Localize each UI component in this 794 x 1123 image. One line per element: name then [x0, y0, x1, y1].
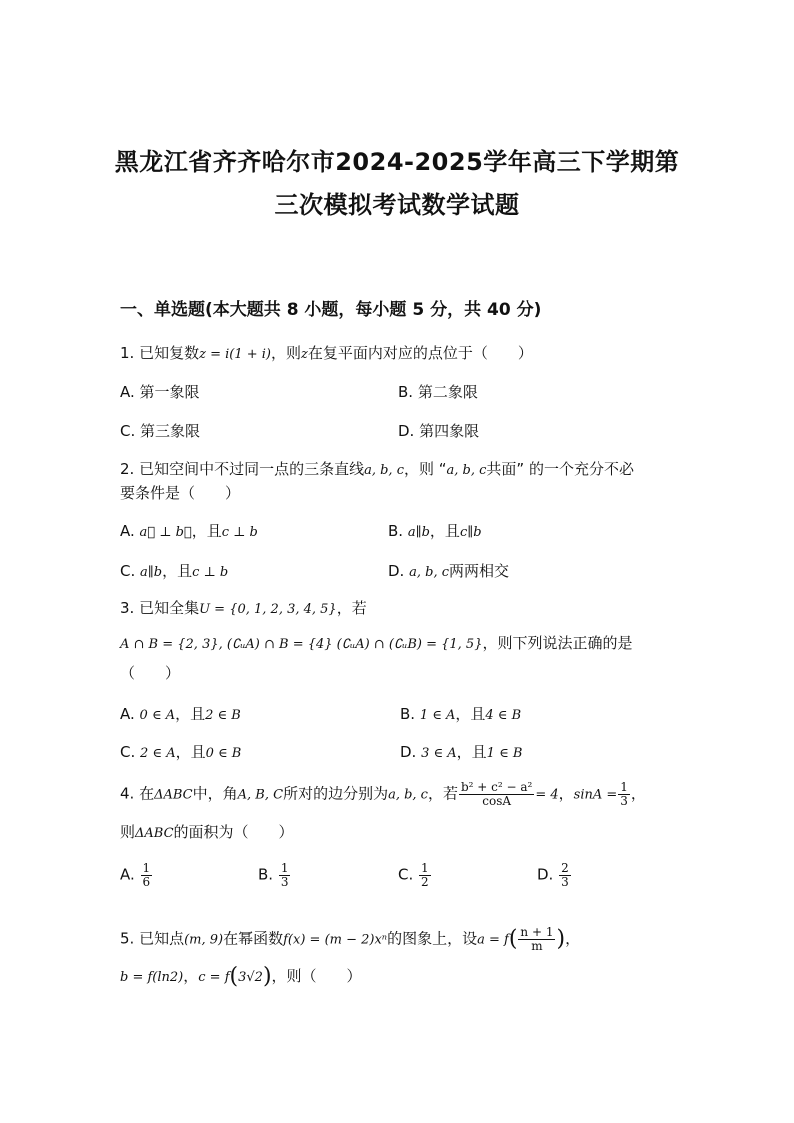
option-label: A. — [120, 522, 135, 540]
q5-text: 5. 已知点 — [120, 929, 185, 948]
q4-text: 4. 在 — [120, 784, 155, 803]
option-math: 2 ∈ A — [140, 746, 176, 761]
q2-option-b — [388, 520, 482, 541]
fraction-denominator: 3 — [561, 874, 569, 889]
q5-text-3: 的图象上，设 — [387, 929, 478, 948]
q1-formula: z = i(1 + i) — [199, 347, 271, 362]
option-math-2: c∥b — [459, 525, 482, 540]
option-label: C. — [120, 743, 136, 761]
q2-text-end: 共面” 的一个充分不必 — [486, 460, 634, 478]
option-fraction — [559, 862, 571, 888]
q3-text: 3. 已知全集 — [120, 599, 200, 617]
q3-conditions: A ∩ B = {2, 3}, (∁ᵤA) ∩ B = {4} (∁ᵤA) ∩ (∁ᵤB) = {1, 5} — [120, 637, 483, 652]
option-text: ，且 — [456, 743, 487, 761]
question-5-line2 — [120, 964, 362, 989]
q4-line2-text: 则 — [120, 823, 136, 841]
q4-end: ， — [630, 784, 646, 803]
option-label: B. — [388, 522, 404, 540]
q3-option-c — [120, 741, 241, 762]
option-text: ，且 — [175, 743, 206, 761]
option-text: ，且 — [191, 522, 222, 540]
option-text: ，且 — [175, 705, 206, 723]
q5-text-2: 在幂函数 — [223, 929, 284, 948]
question-1 — [120, 342, 533, 363]
paren-left: ( — [508, 926, 518, 952]
question-3-line3: （ ） — [120, 664, 181, 682]
section-heading: 一、单选题(本大题共 8 小题，每小题 5 分，共 40 分) — [120, 300, 542, 320]
q3-option-d — [400, 741, 522, 762]
option-text: ，且 — [455, 705, 486, 723]
q4-option-a — [120, 862, 153, 888]
q1-option-b: B. 第二象限 — [398, 383, 478, 401]
q4-sin-denominator: 3 — [620, 793, 628, 808]
paren-right: ) — [556, 926, 566, 952]
option-label: D. — [388, 562, 405, 580]
q5-function: f(x) = (m − 2)xⁿ — [283, 932, 388, 948]
paren-left: ( — [229, 964, 239, 989]
q4-line2-triangle: ΔABC — [135, 826, 174, 841]
option-math: a∥b — [140, 565, 163, 580]
option-fraction — [141, 862, 153, 888]
option-label: A. — [120, 705, 135, 723]
q4-sin-numerator: 1 — [620, 780, 628, 794]
q5-c-arg: 3√2 — [238, 970, 263, 985]
option-math: 1 ∈ A — [419, 708, 456, 723]
q1-text-end: 在复平面内对应的点位于（ ） — [307, 344, 533, 362]
q3-option-a — [120, 703, 241, 724]
q4-text-4: ，若 — [427, 784, 458, 803]
option-math: 0 ∈ A — [139, 708, 176, 723]
q2-lines-2: a, b, c — [446, 463, 487, 478]
question-4 — [120, 781, 646, 807]
question-2 — [120, 458, 634, 479]
q4-sin: sinA = — [573, 787, 618, 803]
q1-text: 1. 已知复数 — [120, 344, 200, 362]
option-math-2: c ⊥ b — [221, 525, 258, 540]
option-label: D. — [537, 865, 554, 884]
q1-var: z — [301, 347, 308, 362]
option-label: C. — [120, 562, 136, 580]
fraction-numerator: 1 — [280, 861, 289, 875]
q4-fraction — [459, 781, 534, 807]
q3-universe: U = {0, 1, 2, 3, 4, 5} — [199, 602, 337, 617]
q4-option-c — [398, 862, 432, 888]
fraction-denominator: 2 — [421, 874, 429, 889]
question-3-line2 — [120, 632, 633, 653]
q2-text-mid: ，则 “ — [403, 460, 447, 478]
q4-option-b — [258, 862, 291, 888]
option-math: a∥b — [407, 525, 430, 540]
option-label: A. — [120, 865, 135, 884]
q4-fraction-numerator: b² + c² − a² — [460, 780, 533, 794]
option-math: a, b, c — [409, 565, 449, 580]
q4-text-3: 所对的边分别为 — [283, 784, 389, 803]
option-math-2: 1 ∈ B — [486, 746, 523, 761]
q4-triangle: ΔABC — [154, 787, 193, 803]
option-math-2: 4 ∈ B — [485, 708, 522, 723]
q2-option-c — [120, 560, 228, 581]
question-4-line2 — [120, 821, 294, 842]
option-math: 3 ∈ A — [421, 746, 457, 761]
option-math: a⃗ ⊥ b⃗ — [139, 525, 192, 540]
question-3 — [120, 597, 367, 618]
option-label: D. — [400, 743, 417, 761]
q4-fraction-denominator: cosA — [482, 793, 512, 808]
q4-option-d — [537, 862, 572, 888]
option-label: B. — [400, 705, 416, 723]
q1-option-c: C. 第三象限 — [120, 422, 201, 440]
q3-option-b — [400, 703, 521, 724]
q3-text-end: ，若 — [336, 599, 367, 617]
q4-angles: A, B, C — [237, 787, 284, 803]
option-math-2: 2 ∈ B — [205, 708, 241, 723]
q5-text-6: ，则（ ） — [271, 967, 362, 985]
q5-a-numerator: n + 1 — [520, 925, 554, 939]
q2-option-a — [120, 520, 258, 541]
option-math-2: c ⊥ b — [192, 565, 229, 580]
q3-text-2: ，则下列说法正确的是 — [482, 634, 633, 652]
q5-text-5: ， — [183, 967, 199, 985]
option-fraction — [279, 862, 291, 888]
q2-option-d — [388, 560, 509, 581]
option-label: C. — [398, 865, 414, 884]
q1-text-mid: ，则 — [271, 344, 302, 362]
fraction-numerator: 2 — [561, 861, 569, 875]
q4-equals: = 4 — [535, 787, 559, 803]
fraction-denominator: 6 — [142, 874, 151, 889]
q1-option-d: D. 第四象限 — [398, 422, 480, 440]
option-text: 两两相交 — [449, 562, 510, 580]
q5-a-denominator: m — [531, 938, 543, 953]
question-5 — [120, 926, 580, 952]
q5-text-4: ， — [565, 929, 581, 948]
fraction-numerator: 1 — [142, 861, 151, 875]
q5-c-def: c = f — [198, 970, 230, 985]
q2-text: 2. 已知空间中不过同一点的三条直线 — [120, 460, 365, 478]
question-2-line2: 要条件是（ ） — [120, 484, 241, 502]
q4-comma: ， — [558, 784, 574, 803]
q5-b-def: b = f(ln2) — [120, 970, 184, 985]
fraction-denominator: 3 — [280, 874, 289, 889]
option-fraction — [419, 862, 431, 888]
option-text: ，且 — [429, 522, 460, 540]
option-math-2: 0 ∈ B — [205, 746, 242, 761]
fraction-numerator: 1 — [421, 861, 429, 875]
page-title-line2: 三次模拟考试数学试题 — [274, 191, 520, 219]
q2-lines: a, b, c — [364, 463, 404, 478]
q1-option-a: A. 第一象限 — [120, 383, 200, 401]
q4-sides: a, b, c — [388, 787, 428, 803]
q5-a-def: a = f — [477, 932, 509, 948]
q4-text-2: 中，角 — [192, 784, 238, 803]
page-title: 黑龙江省齐齐哈尔市2024-2025学年高三下学期第 — [114, 148, 680, 176]
q4-sin-fraction — [618, 781, 630, 807]
option-label: B. — [258, 865, 274, 884]
q5-point: (m, 9) — [184, 932, 224, 948]
q5-a-fraction — [518, 926, 555, 952]
paren-right: ) — [262, 964, 272, 989]
q4-line2-end: 的面积为（ ） — [173, 823, 294, 841]
option-text: ，且 — [162, 562, 193, 580]
